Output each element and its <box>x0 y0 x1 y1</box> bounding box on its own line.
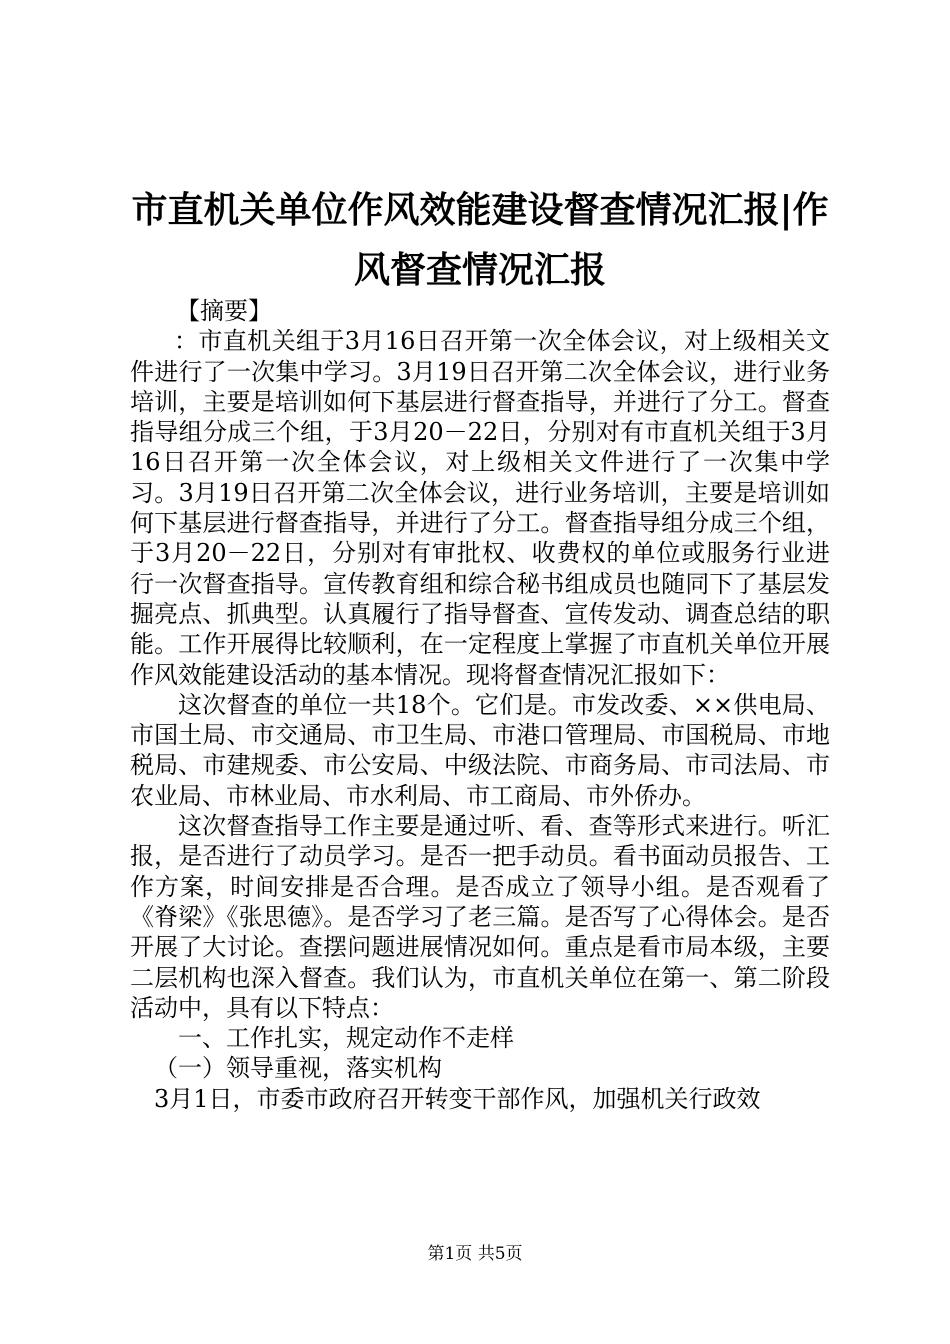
abstract-label: 【摘要】 <box>176 297 272 325</box>
abstract-paragraph: ：市直机关组于3月16日召开第一次全体会议，对上级相关文件进行了一次集中学习。3月19日召开第二次全体会议，进行业务培训，主要是培训如何下基层进行督查指导，并进行了分工。督查指导组分成三个组，于3月20－22日，分别对有市直机关组于3月16日召开第一次全体会议，对上级相关文件进行了一次集中学习。3月19日召开第二次全体会议，进行业务培训，主要是培训如何下基层进行督查指导，并进行了分工。督查指导组分成三个组，于3月20－22日，分别对有审批权、收费权的单位或服务行业进行一次督查指导。宣传教育组和综合秘书组成员也随同下了基层发掘亮点、抓典型。认真履行了指导督查、宣传发动、调查总结的职能。工作开展得比较顺利，在一定程度上掌握了市直机关单位开展作风效能建设活动的基本情况。现将督查情况汇报如下： <box>130 327 830 689</box>
section-heading: 一、工作扎实，规定动作不走样 <box>178 1024 514 1053</box>
units-paragraph: 这次督查的单位一共18个。它们是。市发改委、××供电局、市国土局、市交通局、市卫生局、市港口管理局、市国税局、市地税局、市建规委、市公安局、中级法院、市商务局、市司法局、市农业局、市林业局、市水利局、市工商局、市外侨办。 <box>130 690 830 810</box>
closing-paragraph: 3月1日，市委市政府召开转变干部作风，加强机关行政效 <box>154 1084 761 1113</box>
method-paragraph: 这次督查指导工作主要是通过听、看、查等形式来进行。听汇报，是否进行了动员学习。是否一把手动员。看书面动员报告、工作方案，时间安排是否合理。是否成立了领导小组。是否观看了《脊梁》《张思德》。是否学习了老三篇。是否写了心得体会。是否开展了大讨论。查摆问题进展情况如何。重点是看市局本级，主要二层机构也深入督查。我们认为，市直机关单位在第一、第二阶段活动中，具有以下特点： <box>130 812 830 1022</box>
document-title: 市直机关单位作风效能建设督查情况汇报|作风督查情况汇报 <box>131 189 829 291</box>
page-footer: 第1页 共5页 <box>427 1244 523 1264</box>
document-body <box>130 296 830 1114</box>
subsection-heading: （一）领导重视，落实机构 <box>154 1054 442 1083</box>
